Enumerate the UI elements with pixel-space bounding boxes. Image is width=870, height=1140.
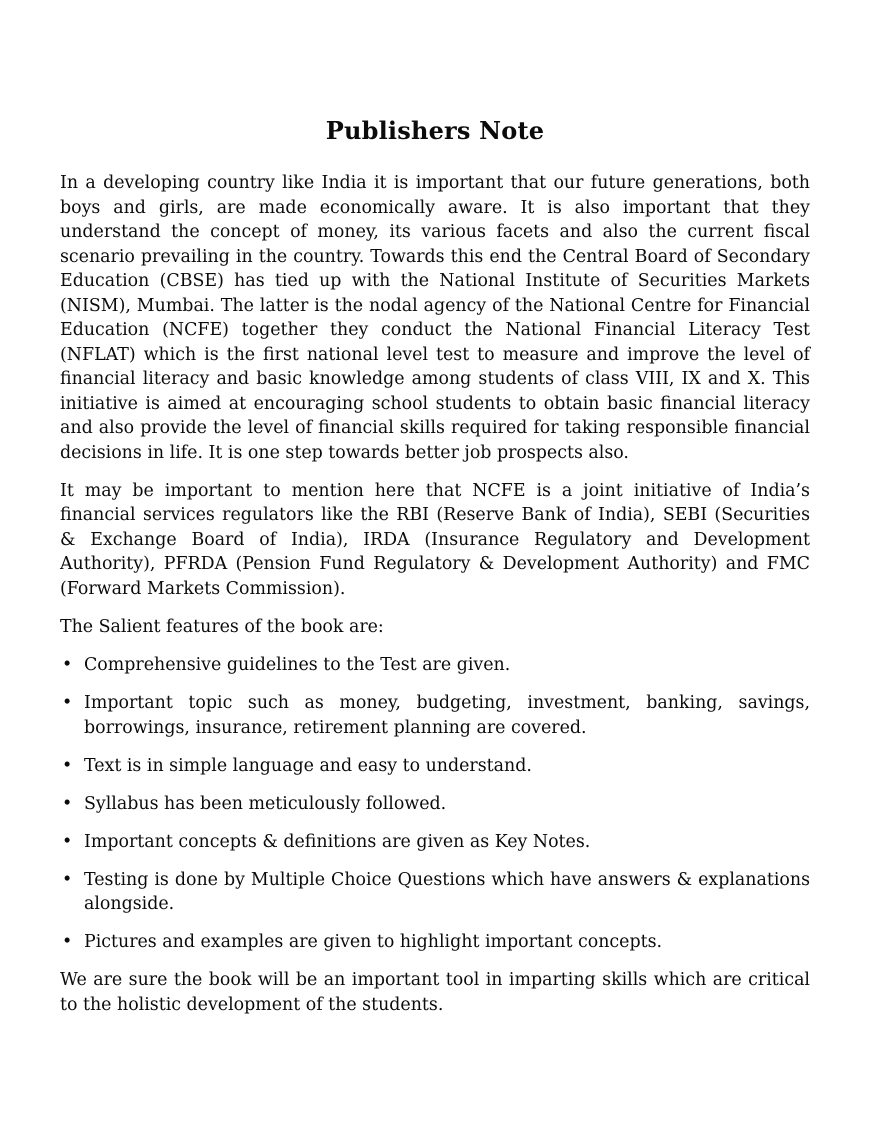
features-list — [60, 653, 810, 955]
list-item-text: Comprehensive guidelines to the Test are given. — [84, 655, 511, 675]
paragraph-intro: In a developing country like India it is important that our future generations, both boys and girls, are made economically aware. It is also important that they understand the concept of money, its various facets and also the current fiscal scenario prevailing in the country. Towards this end the Central Board of Secondary Education (CBSE) has tied up with the National Institute of Securities Markets (NISM), Mumbai. The latter is the nodal agency of the National Centre for Financial Education (NCFE) together they conduct the National Financial Literacy Test (NFLAT) which is the first national level test to measure and improve the level of financial literacy and basic knowledge among students of class VIII, IX and X. This initiative is aimed at encouraging school students to obtain basic financial literacy and also provide the level of financial skills required for taking responsible financial decisions in life. It is one step towards better job prospects also. — [60, 173, 810, 463]
list-item — [60, 868, 810, 917]
bullet-icon: • — [62, 831, 73, 852]
list-item-text: Syllabus has been meticulously followed. — [84, 793, 447, 814]
list-item — [60, 930, 810, 955]
list-item-text: Pictures and examples are given to highlight important concepts. — [84, 932, 663, 952]
bullet-icon: • — [62, 869, 73, 890]
list-item — [60, 754, 810, 779]
list-item — [60, 653, 810, 678]
list-item — [60, 691, 810, 740]
list-item-text: Important topic such as money, budgeting, investment, banking, savings, borrowings, insurance, retirement planning are covered. — [84, 693, 810, 738]
list-item — [60, 792, 810, 817]
page-title: Publishers Note — [325, 116, 545, 145]
bullet-icon: • — [62, 655, 73, 675]
paragraph-closing: We are sure the book will be an important tool in imparting skills which are critical to the holistic development of the students. — [60, 970, 810, 1015]
salient-features-heading: The Salient features of the book are: — [60, 616, 384, 637]
bullet-icon: • — [62, 932, 73, 952]
paragraph-ncfe-regulators: It may be important to mention here that NCFE is a joint initiative of India’s financial services regulators like the RBI (Reserve Bank of India), SEBI (Securities & Exchange Board of India), IRDA (Insurance Regulatory and Development Authority), PFRDA (Pension Fund Regulatory & Development Authority) and FMC (Forward Markets Commission). — [60, 480, 810, 599]
document-body — [60, 171, 810, 1017]
list-item-text: Testing is done by Multiple Choice Questions which have answers & explanations alongside. — [84, 869, 810, 914]
bullet-icon: • — [62, 755, 73, 776]
bullet-icon: • — [62, 693, 73, 713]
list-item-text: Important concepts & definitions are given as Key Notes. — [84, 831, 591, 852]
list-item — [60, 830, 810, 855]
bullet-icon: • — [62, 793, 73, 814]
list-item-text: Text is in simple language and easy to understand. — [84, 755, 532, 776]
